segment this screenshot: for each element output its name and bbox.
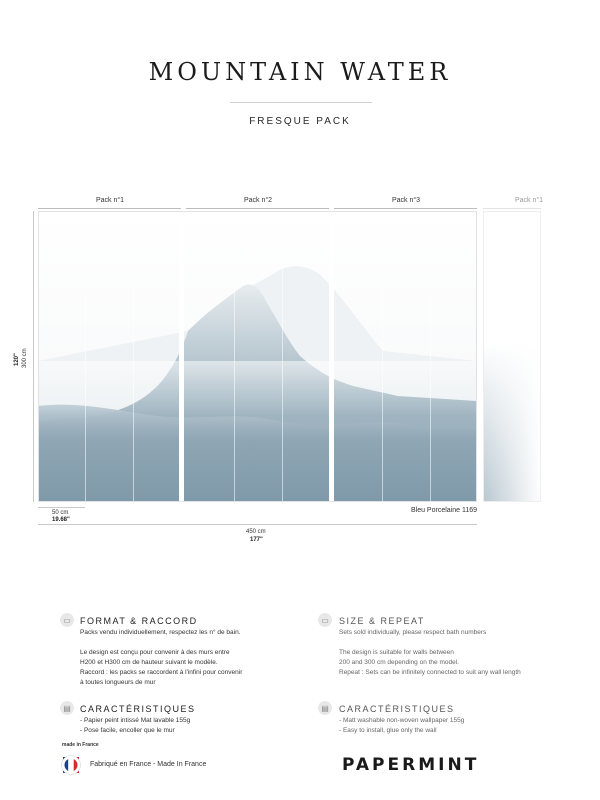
carac-fr-text: - Papier peint intissé Mat lavable 155g - Pose facile, encoller que le mur (80, 717, 191, 734)
total-width-metric: 450 cm (246, 529, 266, 535)
format-en-title: SIZE & REPEAT (339, 616, 425, 626)
format-fr-text: Packs vendu individuellement, respectez les n° de bain. Le design est conçu pour convenir à des murs entre H200 et H300 cm de hauteur suivant le modèle. Raccord : les packs se raccordent à l'infini pour convenir à toutes longueurs de mur (80, 629, 243, 686)
total-width-imperial: 177" (250, 537, 263, 543)
color-name: Bleu Porcelaine 1169 (410, 507, 477, 514)
carac-en-title: CARACTÉRISTIQUES (339, 704, 455, 714)
repeat-panel-preview (483, 211, 541, 502)
format-fr-title: FORMAT & RACCORD (80, 616, 198, 626)
pack-label-3: Pack n°3 (391, 197, 421, 204)
pack-label-2: Pack n°2 (243, 197, 273, 204)
height-imperial: 120" (14, 353, 20, 366)
pack-label-1: Pack n°1 (95, 197, 125, 204)
strip-width-metric: 50 cm (52, 510, 69, 516)
page-subtitle: FRESQUE PACK (249, 116, 351, 127)
pack-line-3 (334, 208, 477, 209)
height-metric: 300 cm (22, 348, 28, 368)
pack-line-1 (38, 208, 181, 209)
ruler-icon: ▭ (318, 613, 332, 627)
ruler-icon: ▭ (60, 613, 74, 627)
carac-fr-title: CARACTÉRISTIQUES (80, 704, 196, 714)
strip-width-line (38, 507, 85, 508)
pack-line-2 (186, 208, 329, 209)
wallpaper-icon: ▤ (60, 701, 74, 715)
height-dimension-line (33, 211, 34, 502)
made-in-text: Fabriqué en France - Made In France (90, 761, 207, 768)
made-in-france-badge-icon (58, 750, 84, 776)
wallpaper-icon: ▤ (318, 701, 332, 715)
brand-logo: PAPERMINT (342, 755, 480, 775)
strip-width-imperial: 19.68" (52, 517, 70, 523)
total-width-line (38, 524, 477, 525)
page-title: MOUNTAIN WATER (148, 58, 452, 86)
format-en-text: Sets sold individually, please respect bath numbers The design is suitable for walls between 200 and 300 cm depending on the model. Repeat : Sets can be infinitely connected to suit any wall length (339, 629, 521, 676)
pack-label-repeat: Pack n°1 (514, 197, 544, 204)
carac-en-text: - Matt washable non-woven wallpaper 155g - Easy to install, glue only the wall (339, 717, 465, 734)
title-divider (230, 102, 372, 103)
made-in-france-badge-text: made in France (62, 742, 99, 748)
pack-line-repeat (483, 208, 541, 209)
mountain-artwork (38, 211, 477, 502)
